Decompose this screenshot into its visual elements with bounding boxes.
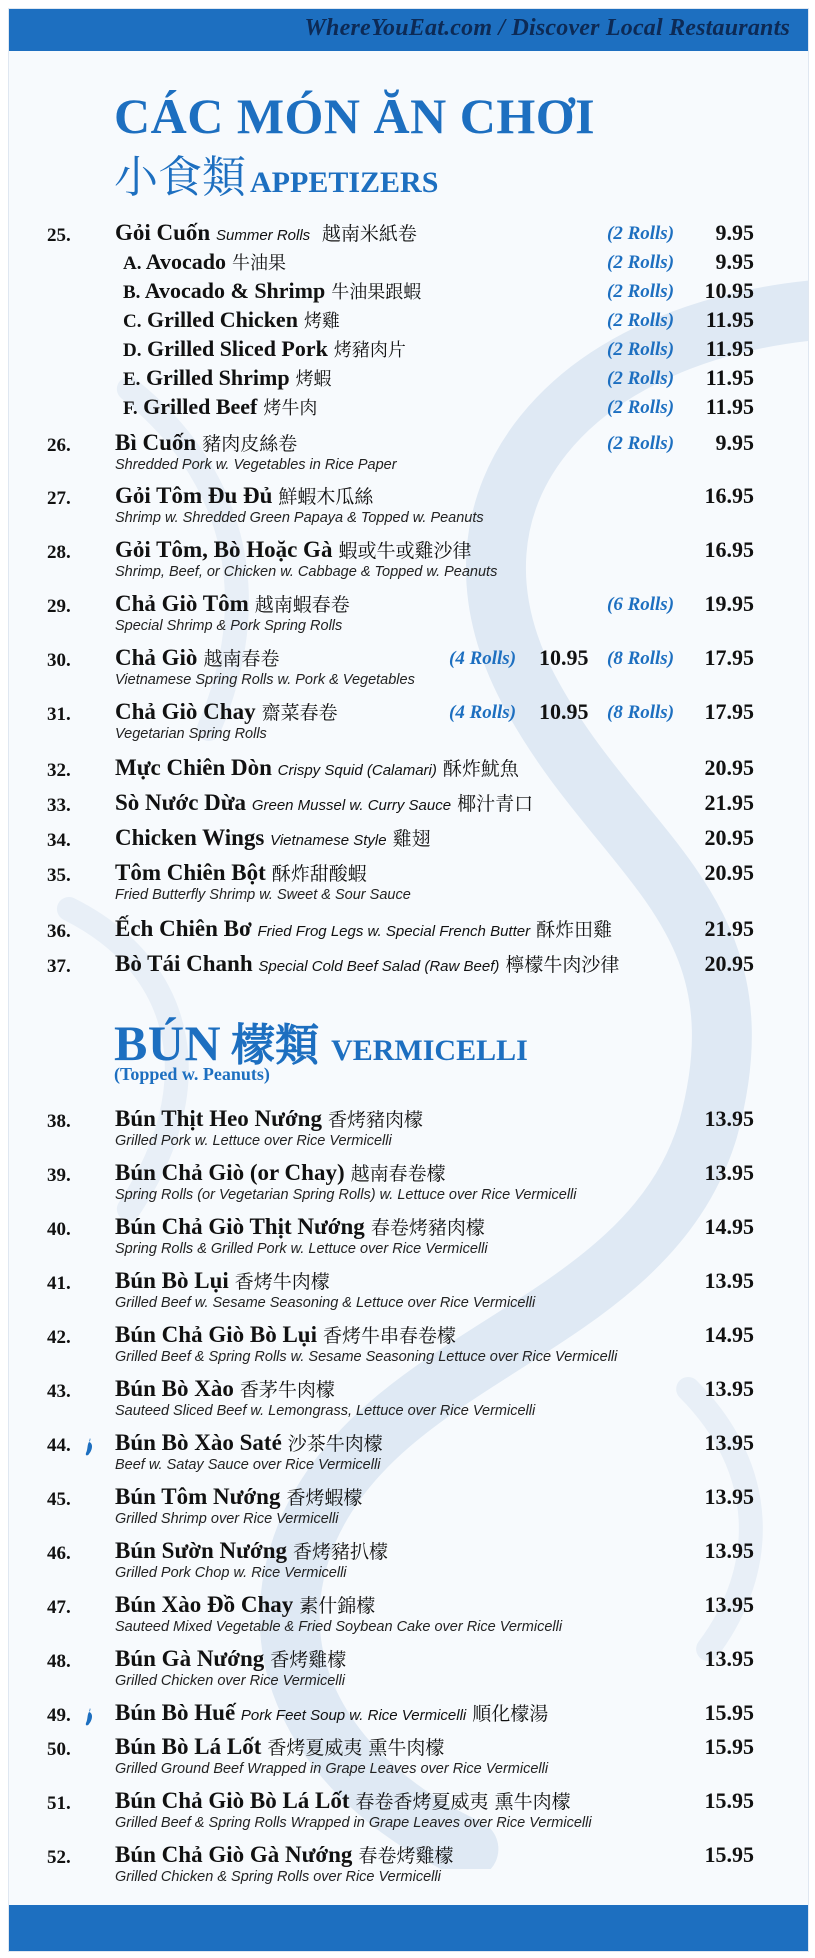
item-inline-desc: Pork Feet Soup w. Rice Vermicelli bbox=[240, 1707, 467, 1724]
item-name-cjk: 越南蝦春卷 bbox=[254, 594, 350, 616]
item-inline-desc: Green Mussel w. Curry Sauce bbox=[251, 797, 452, 814]
item-name bbox=[115, 1321, 456, 1348]
item-number: 25. bbox=[47, 225, 71, 246]
item-name-cjk: 香烤夏威夷 熏牛肉檬 bbox=[267, 1737, 445, 1759]
item-name-cjk: 香烤蝦檬 bbox=[286, 1487, 363, 1509]
item-number: 46. bbox=[47, 1543, 71, 1564]
item-price: 15.95 bbox=[704, 1700, 754, 1725]
item-desc: Shrimp, Beef, or Chicken w. Cabbage & Topped w. Peanuts bbox=[115, 564, 498, 580]
item-name-cjk: 檸檬牛肉沙律 bbox=[505, 954, 620, 976]
item-name-cjk: 椰汁青口 bbox=[457, 793, 534, 815]
item-number: 45. bbox=[47, 1489, 71, 1510]
item-number: 30. bbox=[47, 650, 71, 671]
item-number: 36. bbox=[47, 921, 71, 942]
item-name-viet: Bún Chả Giò (or Chay) bbox=[115, 1160, 345, 1185]
item-desc: Shrimp w. Shredded Green Papaya & Topped w. Peanuts bbox=[115, 510, 484, 526]
item-name-cjk: 雞翅 bbox=[392, 828, 431, 850]
item-number: 37. bbox=[47, 956, 71, 977]
item-name-viet: Bún Xào Đồ Chay bbox=[115, 1592, 294, 1617]
menu-item-38 bbox=[9, 1105, 808, 1151]
menu-item-30 bbox=[9, 644, 808, 690]
item-name-cjk: 酥炸魷魚 bbox=[442, 758, 519, 780]
menu-item-43 bbox=[9, 1375, 808, 1421]
item-name bbox=[115, 1841, 453, 1868]
subitem-price: 11.95 bbox=[705, 365, 754, 390]
item-name-cjk: 春卷烤雞檬 bbox=[358, 1845, 454, 1867]
item-price: 13.95 bbox=[704, 1646, 754, 1671]
item-name-cjk: 越南春卷 bbox=[203, 648, 280, 670]
menu-item-26 bbox=[9, 429, 808, 475]
item-name bbox=[115, 754, 519, 781]
item-name-viet: Chả Giò Tôm bbox=[115, 591, 249, 616]
subitem-cjk: 烤牛肉 bbox=[263, 398, 318, 419]
item-qty: (6 Rolls) bbox=[607, 594, 675, 615]
item-name-viet: Bún Thịt Heo Nướng bbox=[115, 1106, 322, 1131]
subitem-price: 11.95 bbox=[705, 394, 754, 419]
item-price: 17.95 bbox=[704, 699, 754, 724]
subitem-cjk: 牛油果跟蝦 bbox=[331, 282, 422, 303]
subitem-name: Grilled Shrimp bbox=[145, 365, 290, 390]
item-desc: Fried Butterfly Shrimp w. Sweet & Sour Sauce bbox=[115, 887, 411, 903]
item-desc: Sauteed Mixed Vegetable & Fried Soybean Cake over Rice Vermicelli bbox=[115, 1619, 563, 1635]
menu-subitem-25d bbox=[123, 336, 808, 364]
item-price: 21.95 bbox=[704, 790, 754, 815]
top-banner bbox=[9, 9, 808, 51]
item-name bbox=[115, 1213, 485, 1240]
item-name bbox=[115, 1267, 330, 1294]
subitem-cjk: 烤豬肉片 bbox=[333, 340, 406, 361]
item-price: 14.95 bbox=[704, 1214, 754, 1239]
item-name bbox=[115, 1591, 375, 1618]
item-desc: Vietnamese Spring Rolls w. Pork & Vegetables bbox=[115, 672, 415, 688]
item-name-cjk: 素什錦檬 bbox=[299, 1595, 376, 1617]
subitem-price: 9.95 bbox=[715, 249, 754, 274]
item-name-viet: Gỏi Tôm Đu Đủ bbox=[115, 483, 273, 508]
item-name bbox=[115, 789, 533, 816]
chili-pepper-icon bbox=[83, 1707, 95, 1727]
menu-item-25 bbox=[9, 219, 808, 247]
item-number: 32. bbox=[47, 760, 71, 781]
item-name-cjk: 香烤牛串春卷檬 bbox=[322, 1325, 456, 1347]
item-qty: (2 Rolls) bbox=[607, 223, 675, 244]
item-name-viet: Bún Bò Lụi bbox=[115, 1268, 229, 1293]
item-price: 9.95 bbox=[715, 430, 754, 455]
item-number: 31. bbox=[47, 704, 71, 725]
item-price: 13.95 bbox=[704, 1106, 754, 1131]
item-number: 38. bbox=[47, 1111, 71, 1132]
menu-item-36 bbox=[9, 915, 808, 945]
item-desc: Grilled Chicken over Rice Vermicelli bbox=[115, 1673, 345, 1689]
item-name-viet: Tôm Chiên Bột bbox=[115, 860, 266, 885]
item-name bbox=[115, 1733, 444, 1760]
menu-item-48 bbox=[9, 1645, 808, 1691]
menu-item-45 bbox=[9, 1483, 808, 1529]
item-desc: Special Shrimp & Pork Spring Rolls bbox=[115, 618, 343, 634]
appetizers-title-viet: CÁC MÓN ĂN CHƠI bbox=[114, 88, 596, 144]
item-name-cjk: 香烤豬肉檬 bbox=[327, 1109, 423, 1131]
item-number: 49. bbox=[47, 1705, 71, 1726]
item-name bbox=[115, 1787, 571, 1814]
item-name-viet: Chả Giò bbox=[115, 645, 198, 670]
item-name bbox=[115, 950, 619, 977]
item-name bbox=[115, 590, 350, 617]
menu-subitem-25c bbox=[123, 307, 808, 335]
item-name-viet: Gỏi Cuốn bbox=[115, 220, 211, 245]
menu-subitem-25b bbox=[123, 278, 808, 306]
item-price: 20.95 bbox=[704, 860, 754, 885]
item-name bbox=[115, 915, 612, 942]
menu-item-28 bbox=[9, 536, 808, 582]
item-price: 16.95 bbox=[704, 537, 754, 562]
item-desc: Sauteed Sliced Beef w. Lemongrass, Lettuce over Rice Vermicelli bbox=[115, 1403, 536, 1419]
subitem-letter: A. bbox=[123, 253, 142, 274]
item-qty-small: (4 Rolls) bbox=[449, 648, 517, 669]
vermicelli-title-viet: BÚN bbox=[114, 1015, 222, 1071]
item-name-cjk: 香烤豬扒檬 bbox=[292, 1541, 388, 1563]
item-name-cjk: 春卷香烤夏威夷 熏牛肉檬 bbox=[355, 1791, 571, 1813]
item-name-cjk: 齋菜春卷 bbox=[261, 702, 338, 724]
item-desc: Grilled Beef & Spring Rolls Wrapped in Grape Leaves over Rice Vermicelli bbox=[115, 1815, 592, 1831]
item-name bbox=[115, 482, 373, 509]
appetizers-title bbox=[114, 88, 596, 144]
menu-subitem-25e bbox=[123, 365, 808, 393]
item-price: 13.95 bbox=[704, 1484, 754, 1509]
item-name-cjk: 蝦或牛或雞沙律 bbox=[338, 540, 472, 562]
item-price: 13.95 bbox=[704, 1538, 754, 1563]
item-name-viet: Bún Bò Xào Saté bbox=[115, 1430, 282, 1455]
item-name-cjk: 沙茶牛肉檬 bbox=[287, 1433, 383, 1455]
item-name-cjk: 酥炸田雞 bbox=[536, 919, 613, 941]
item-name-viet: Chicken Wings bbox=[115, 825, 265, 850]
item-name-cjk: 越南春卷檬 bbox=[350, 1163, 446, 1185]
menu-item-35 bbox=[9, 859, 808, 905]
item-price: 13.95 bbox=[704, 1592, 754, 1617]
subitem-letter: C. bbox=[123, 311, 142, 332]
menu-item-40 bbox=[9, 1213, 808, 1259]
menu-item-29 bbox=[9, 590, 808, 636]
item-desc: Grilled Chicken & Spring Rolls over Rice Vermicelli bbox=[115, 1869, 441, 1885]
item-qty: (2 Rolls) bbox=[607, 433, 675, 454]
menu-item-34 bbox=[9, 824, 808, 854]
item-inline-desc: Vietnamese Style bbox=[270, 832, 387, 849]
subitem-qty: (2 Rolls) bbox=[607, 339, 675, 360]
menu-subitem-25f bbox=[123, 394, 808, 422]
menu-item-49 bbox=[9, 1699, 808, 1729]
item-name bbox=[115, 1699, 548, 1726]
item-number: 52. bbox=[47, 1847, 71, 1868]
item-price: 20.95 bbox=[704, 755, 754, 780]
item-number: 48. bbox=[47, 1651, 71, 1672]
chili-pepper-icon bbox=[83, 1437, 95, 1457]
item-name bbox=[115, 859, 367, 886]
item-number: 47. bbox=[47, 1597, 71, 1618]
item-inline-desc: Crispy Squid (Calamari) bbox=[277, 762, 437, 779]
item-desc: Spring Rolls (or Vegetarian Spring Rolls) w. Lettuce over Rice Vermicelli bbox=[115, 1187, 577, 1203]
item-name-cjk: 豬肉皮絲卷 bbox=[202, 433, 298, 455]
item-name-cjk: 酥炸甜酸蝦 bbox=[271, 863, 367, 885]
item-name bbox=[115, 644, 279, 671]
item-qty: (8 Rolls) bbox=[607, 648, 675, 669]
item-name-viet: Mực Chiên Dòn bbox=[115, 755, 272, 780]
item-price: 20.95 bbox=[704, 825, 754, 850]
subitem-cjk: 牛油果 bbox=[232, 253, 287, 274]
item-desc: Beef w. Satay Sauce over Rice Vermicelli bbox=[115, 1457, 381, 1473]
item-price: 20.95 bbox=[704, 951, 754, 976]
subitem-qty: (2 Rolls) bbox=[607, 397, 675, 418]
menu-subitem-25a bbox=[123, 249, 808, 277]
item-name bbox=[115, 1483, 362, 1510]
subitem-price: 10.95 bbox=[704, 278, 754, 303]
subitem-cjk: 烤雞 bbox=[303, 311, 340, 332]
item-qty: (8 Rolls) bbox=[607, 702, 675, 723]
item-price: 9.95 bbox=[715, 220, 754, 245]
item-number: 27. bbox=[47, 488, 71, 509]
item-name bbox=[115, 536, 471, 563]
subitem-price: 11.95 bbox=[705, 336, 754, 361]
item-number: 51. bbox=[47, 1793, 71, 1814]
item-name-cjk: 越南米紙卷 bbox=[321, 223, 417, 245]
item-number: 34. bbox=[47, 830, 71, 851]
appetizers-subtitle bbox=[114, 141, 438, 205]
subitem-name: Grilled Sliced Pork bbox=[146, 336, 328, 361]
subitem-letter: B. bbox=[123, 282, 141, 303]
item-inline-desc: Fried Frog Legs w. Special French Butter bbox=[257, 923, 531, 940]
item-name bbox=[115, 219, 417, 246]
subitem-qty: (2 Rolls) bbox=[607, 252, 675, 273]
item-price: 13.95 bbox=[704, 1430, 754, 1455]
item-number: 26. bbox=[47, 435, 71, 456]
subitem-qty: (2 Rolls) bbox=[607, 368, 675, 389]
menu-item-44 bbox=[9, 1429, 808, 1475]
menu-item-52 bbox=[9, 1841, 808, 1887]
subitem-letter: E. bbox=[123, 369, 141, 390]
item-desc: Shredded Pork w. Vegetables in Rice Paper bbox=[115, 457, 397, 473]
item-number: 50. bbox=[47, 1739, 71, 1760]
item-price-small: 10.95 bbox=[539, 645, 589, 670]
bottom-banner bbox=[9, 1905, 808, 1951]
item-name-viet: Chả Giò Chay bbox=[115, 699, 256, 724]
item-number: 43. bbox=[47, 1381, 71, 1402]
item-name-cjk: 香茅牛肉檬 bbox=[239, 1379, 335, 1401]
item-number: 42. bbox=[47, 1327, 71, 1348]
item-price: 19.95 bbox=[704, 591, 754, 616]
item-price: 17.95 bbox=[704, 645, 754, 670]
vermicelli-title-en: VERMICELLI bbox=[331, 1034, 528, 1067]
item-name-viet: Bò Tái Chanh bbox=[115, 951, 253, 976]
item-name bbox=[115, 698, 338, 725]
item-name-viet: Ếch Chiên Bơ bbox=[115, 916, 252, 941]
item-name bbox=[115, 1105, 423, 1132]
menu-item-31 bbox=[9, 698, 808, 744]
appetizers-title-en: APPETIZERS bbox=[250, 166, 439, 199]
item-name bbox=[115, 1537, 388, 1564]
item-desc: Grilled Ground Beef Wrapped in Grape Leaves over Rice Vermicelli bbox=[115, 1761, 549, 1777]
item-desc: Grilled Beef & Spring Rolls w. Sesame Seasoning Lettuce over Rice Vermicelli bbox=[115, 1349, 618, 1365]
item-number: 35. bbox=[47, 865, 71, 886]
menu-item-51 bbox=[9, 1787, 808, 1833]
item-name-viet: Bún Chả Giò Thịt Nướng bbox=[115, 1214, 365, 1239]
item-qty-small: (4 Rolls) bbox=[449, 702, 517, 723]
item-name-viet: Bún Bò Lá Lốt bbox=[115, 1734, 262, 1759]
item-name bbox=[115, 1375, 335, 1402]
subitem-qty: (2 Rolls) bbox=[607, 310, 675, 331]
menu-item-33 bbox=[9, 789, 808, 819]
item-number: 28. bbox=[47, 542, 71, 563]
item-name-viet: Bún Bò Huế bbox=[115, 1700, 236, 1725]
subitem-name: Avocado bbox=[145, 249, 227, 274]
item-number: 29. bbox=[47, 596, 71, 617]
item-name bbox=[115, 1159, 446, 1186]
vermicelli-title-cjk: 檬類 bbox=[231, 1020, 320, 1071]
item-name-viet: Bún Bò Xào bbox=[115, 1376, 234, 1401]
menu-item-39 bbox=[9, 1159, 808, 1205]
item-name-viet: Bún Sườn Nướng bbox=[115, 1538, 287, 1563]
item-name-cjk: 鮮蝦木瓜絲 bbox=[278, 486, 374, 508]
item-number: 39. bbox=[47, 1165, 71, 1186]
menu-item-32 bbox=[9, 754, 808, 784]
item-price-small: 10.95 bbox=[539, 699, 589, 724]
item-name-viet: Bún Chả Giò Bò Lụi bbox=[115, 1322, 317, 1347]
item-number: 41. bbox=[47, 1273, 71, 1294]
item-name-cjk: 順化檬湯 bbox=[472, 1703, 549, 1725]
site-banner-text: WhereYouEat.com / Discover Local Restaurants bbox=[304, 15, 790, 41]
item-price: 14.95 bbox=[704, 1322, 754, 1347]
item-inline-desc: Special Cold Beef Salad (Raw Beef) bbox=[258, 958, 500, 975]
item-name-viet: Sò Nước Dừa bbox=[115, 790, 247, 815]
item-name-cjk: 香烤牛肉檬 bbox=[234, 1271, 330, 1293]
item-price: 13.95 bbox=[704, 1160, 754, 1185]
menu-item-46 bbox=[9, 1537, 808, 1583]
item-name-viet: Gỏi Tôm, Bò Hoặc Gà bbox=[115, 537, 333, 562]
item-price: 15.95 bbox=[704, 1842, 754, 1867]
appetizers-title-cjk: 小食類 bbox=[114, 152, 246, 203]
item-name-viet: Bún Chả Giò Gà Nướng bbox=[115, 1842, 353, 1867]
item-name-cjk: 春卷烤豬肉檬 bbox=[370, 1217, 485, 1239]
item-name bbox=[115, 429, 297, 456]
menu-panel bbox=[8, 8, 809, 1952]
item-number: 33. bbox=[47, 795, 71, 816]
subitem-name: Grilled Chicken bbox=[146, 307, 298, 332]
item-name bbox=[115, 1429, 383, 1456]
item-desc: Spring Rolls & Grilled Pork w. Lettuce over Rice Vermicelli bbox=[115, 1241, 488, 1257]
subitem-qty: (2 Rolls) bbox=[607, 281, 675, 302]
item-desc: Vegetarian Spring Rolls bbox=[115, 726, 267, 742]
item-name-viet: Bún Chả Giò Bò Lá Lốt bbox=[115, 1788, 350, 1813]
menu-item-50 bbox=[9, 1733, 808, 1779]
item-name-viet: Bún Gà Nướng bbox=[115, 1646, 265, 1671]
menu-item-27 bbox=[9, 482, 808, 528]
menu-item-37 bbox=[9, 950, 808, 980]
item-inline-desc: Summer Rolls bbox=[215, 227, 311, 244]
item-name-cjk: 香烤雞檬 bbox=[270, 1649, 347, 1671]
item-desc: Grilled Pork w. Lettuce over Rice Vermicelli bbox=[115, 1133, 392, 1149]
item-price: 13.95 bbox=[704, 1376, 754, 1401]
item-price: 16.95 bbox=[704, 483, 754, 508]
menu-item-42 bbox=[9, 1321, 808, 1367]
item-desc: Grilled Pork Chop w. Rice Vermicelli bbox=[115, 1565, 347, 1581]
subitem-name: Grilled Beef bbox=[143, 394, 258, 419]
item-desc: Grilled Shrimp over Rice Vermicelli bbox=[115, 1511, 339, 1527]
vermicelli-note: (Topped w. Peanuts) bbox=[114, 1064, 270, 1084]
item-price: 15.95 bbox=[704, 1788, 754, 1813]
item-price: 15.95 bbox=[704, 1734, 754, 1759]
item-price: 13.95 bbox=[704, 1268, 754, 1293]
menu-item-41 bbox=[9, 1267, 808, 1313]
subitem-cjk: 烤蝦 bbox=[295, 369, 332, 390]
item-number: 40. bbox=[47, 1219, 71, 1240]
item-name bbox=[115, 824, 431, 851]
subitem-letter: D. bbox=[123, 340, 142, 361]
item-number: 44. bbox=[47, 1435, 71, 1456]
item-price: 21.95 bbox=[704, 916, 754, 941]
item-desc: Grilled Beef w. Sesame Seasoning & Lettuce over Rice Vermicelli bbox=[115, 1295, 536, 1311]
item-name-viet: Bún Tôm Nướng bbox=[115, 1484, 281, 1509]
menu-item-47 bbox=[9, 1591, 808, 1637]
subitem-price: 11.95 bbox=[705, 307, 754, 332]
item-name-viet: Bì Cuốn bbox=[115, 430, 197, 455]
item-name bbox=[115, 1645, 346, 1672]
subitem-name: Avocado & Shrimp bbox=[144, 278, 326, 303]
subitem-letter: F. bbox=[123, 398, 138, 419]
